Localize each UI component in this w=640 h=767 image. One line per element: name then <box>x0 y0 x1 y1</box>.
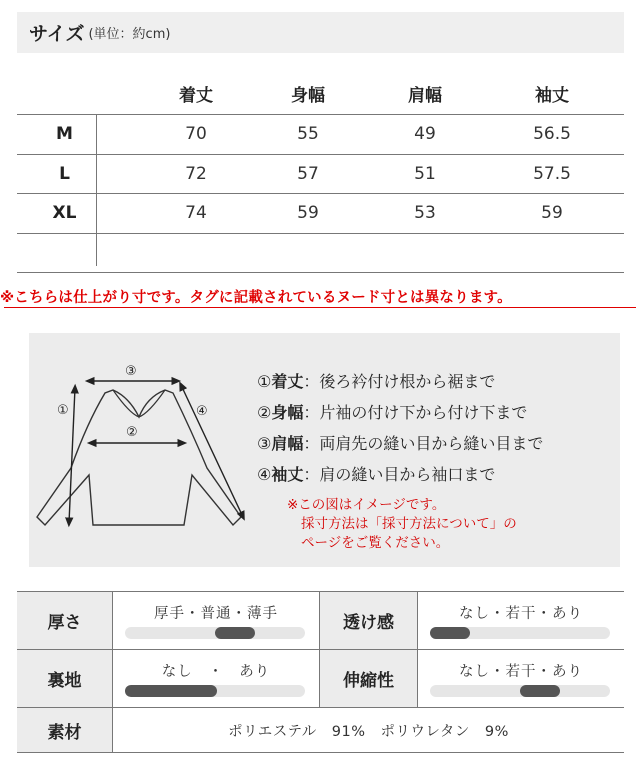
table-cell: 70 <box>185 124 207 145</box>
size-label: XL <box>52 203 77 224</box>
unit-label: (単位：約cm) <box>88 27 171 42</box>
column-header: 肩幅 <box>408 85 442 106</box>
table-cell: 49 <box>414 124 436 145</box>
table-row-empty <box>17 234 624 274</box>
table-row <box>17 592 624 650</box>
measurement-definitions <box>257 366 543 490</box>
property-table <box>17 591 624 753</box>
table-cell: 55 <box>297 124 319 145</box>
table-row <box>17 194 624 234</box>
table-cell: 57 <box>297 163 319 184</box>
shirt-diagram <box>29 333 259 567</box>
table-cell: 59 <box>541 203 563 224</box>
table-divider <box>96 114 97 266</box>
stretch-label: 伸縮性 <box>320 650 417 707</box>
lining-level-bar <box>125 685 305 697</box>
column-header: 着丈 <box>179 85 213 106</box>
size-header <box>17 12 624 53</box>
material-label: 素材 <box>17 708 112 752</box>
level-indicator <box>215 627 255 639</box>
sheerness-level-bar <box>430 627 610 639</box>
table-cell: 72 <box>185 163 207 184</box>
column-header: 身幅 <box>291 85 325 106</box>
finish-size-note: ※こちらは仕上がり寸です。タグに記載されているヌード寸とは異なります。 <box>0 290 512 306</box>
level-indicator <box>520 685 560 697</box>
marker-3: ③ <box>125 364 137 379</box>
table-row <box>17 115 624 155</box>
table-header-row <box>17 72 624 115</box>
marker-2: ② <box>126 425 138 440</box>
image-disclaimer: ※この図はイメージです。 採寸方法は「採寸方法について」の ページをご覧ください。 <box>287 497 517 551</box>
table-cell: 56.5 <box>533 124 571 145</box>
size-label: M <box>56 124 73 145</box>
table-row <box>17 708 624 753</box>
sheerness-cell: なし・若干・あり <box>418 592 624 649</box>
column-header: 袖丈 <box>535 85 569 106</box>
note-underline <box>4 307 636 308</box>
size-label: L <box>59 163 70 184</box>
section-title: サイズ <box>29 23 85 45</box>
lining-label: 裏地 <box>17 650 112 707</box>
stretch-cell: なし・若干・あり <box>418 650 624 707</box>
table-cell: 53 <box>414 203 436 224</box>
body-length-arrow <box>69 388 75 523</box>
material-value: ポリエステル 91% ポリウレタン 9% <box>228 723 509 740</box>
definition-item: ①着丈：後ろ衿付け根から裾まで <box>257 372 496 391</box>
thickness-label: 厚さ <box>17 592 112 649</box>
table-cell: 59 <box>297 203 319 224</box>
table-row <box>17 650 624 708</box>
sleeve-length-arrow <box>181 385 243 517</box>
level-indicator <box>430 627 470 639</box>
thickness-level-bar <box>125 627 305 639</box>
table-cell: 51 <box>414 163 436 184</box>
table-cell: 57.5 <box>533 163 571 184</box>
definition-item: ④袖丈：肩の縫い目から袖口まで <box>257 465 496 484</box>
definition-item: ③肩幅：両肩先の縫い目から縫い目まで <box>257 434 544 453</box>
size-table <box>17 72 624 273</box>
table-row <box>17 155 624 195</box>
definition-item: ②身幅：片袖の付け下から付け下まで <box>257 403 528 422</box>
measurement-guide <box>29 333 620 567</box>
table-cell: 74 <box>185 203 207 224</box>
thickness-cell: 厚手・普通・薄手 <box>113 592 319 649</box>
marker-1: ① <box>57 403 69 418</box>
size-label <box>17 234 112 273</box>
stretch-level-bar <box>430 685 610 697</box>
level-indicator <box>125 685 217 697</box>
sheerness-label: 透け感 <box>320 592 417 649</box>
marker-4: ④ <box>196 404 208 419</box>
lining-cell: なし ・ あり <box>113 650 319 707</box>
